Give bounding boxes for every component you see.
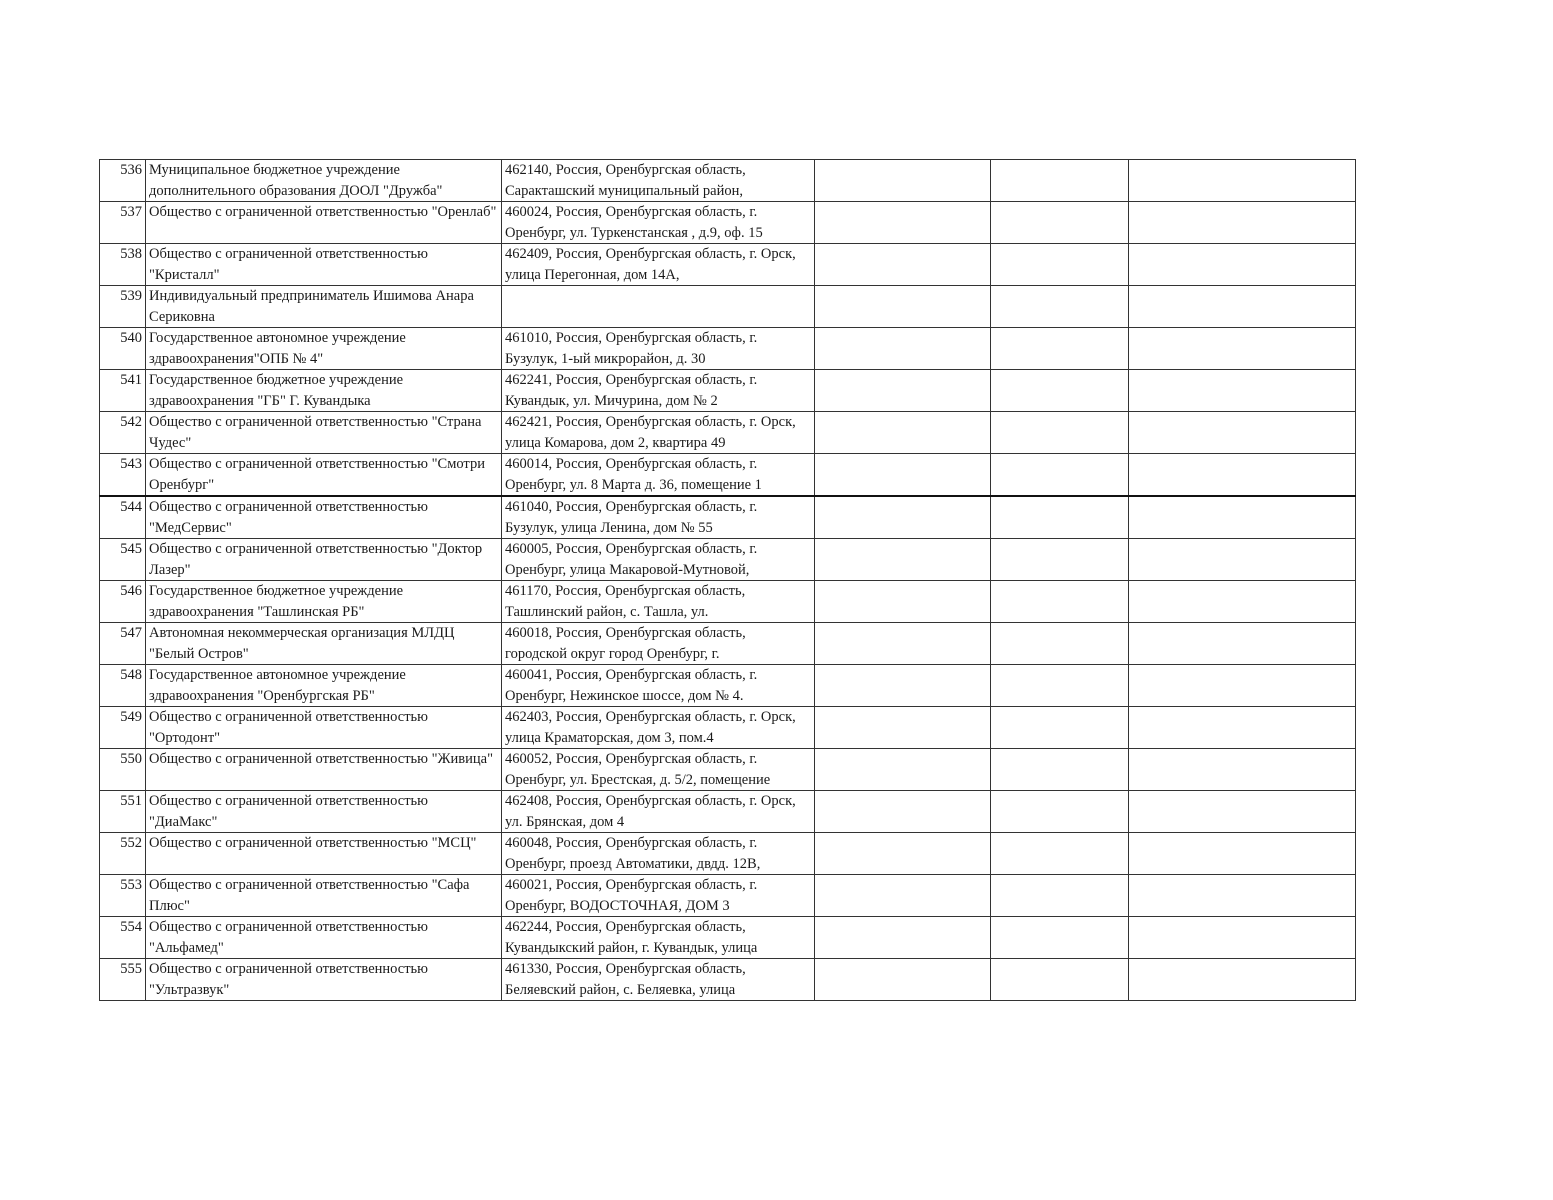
empty-cell-col4: [815, 665, 991, 707]
address-cell: [502, 202, 815, 244]
row-number-cell: [100, 707, 146, 749]
empty-cell-col6: [1129, 539, 1356, 581]
empty-cell-col5: [991, 328, 1129, 370]
empty-cell-col6: [1129, 749, 1356, 791]
organization-name-cell: [146, 286, 502, 328]
empty-cell-col5: [991, 791, 1129, 833]
row-number: 552: [120, 835, 142, 851]
empty-cell-col5: [991, 160, 1129, 202]
address-cell: [502, 454, 815, 497]
row-number-cell: [100, 496, 146, 539]
row-number: 537: [120, 204, 142, 220]
table-row: [100, 370, 1356, 412]
row-number: 544: [120, 499, 142, 515]
row-number: 539: [120, 288, 142, 304]
table-row: [100, 665, 1356, 707]
organization-name: Государственное бюджетное учреждение здравоохранения "ГБ" Г. Кувандыка: [149, 372, 404, 409]
organization-name-cell: [146, 623, 502, 665]
empty-cell-col6: [1129, 791, 1356, 833]
organization-name: Общество с ограниченной ответственностью "МСЦ": [149, 835, 477, 851]
address-cell: [502, 244, 815, 286]
table-row: [100, 581, 1356, 623]
empty-cell-col5: [991, 833, 1129, 875]
empty-cell-col6: [1129, 707, 1356, 749]
table-row: [100, 286, 1356, 328]
address: 461170, Россия, Оренбургская область, Ташлинский район, с. Ташла, ул.: [505, 583, 746, 620]
table-row: [100, 833, 1356, 875]
row-number-cell: [100, 581, 146, 623]
empty-cell-col6: [1129, 370, 1356, 412]
address-cell: [502, 959, 815, 1001]
row-number-cell: [100, 539, 146, 581]
address-cell: [502, 539, 815, 581]
empty-cell-col6: [1129, 623, 1356, 665]
address: 462408, Россия, Оренбургская область, г. Орск, ул. Брянская, дом 4: [505, 793, 796, 830]
table-row: [100, 328, 1356, 370]
empty-cell-col6: [1129, 665, 1356, 707]
organization-name-cell: [146, 412, 502, 454]
organization-name: Муниципальное бюджетное учреждение дополнительного образования ДООЛ "Дружба": [149, 162, 443, 199]
organization-name: Общество с ограниченной ответственностью "МедСервис": [149, 499, 428, 536]
empty-cell-col6: [1129, 202, 1356, 244]
address-cell: [502, 875, 815, 917]
row-number-cell: [100, 917, 146, 959]
row-number-cell: [100, 875, 146, 917]
organization-name: Государственное автономное учреждение здравоохранения "Оренбургская РБ": [149, 667, 406, 704]
organization-name-cell: [146, 202, 502, 244]
empty-cell-col6: [1129, 412, 1356, 454]
empty-cell-col5: [991, 244, 1129, 286]
organization-name: Общество с ограниченной ответственностью "Кристалл": [149, 246, 428, 283]
table-row: [100, 496, 1356, 539]
organization-name-cell: [146, 244, 502, 286]
empty-cell-col4: [815, 454, 991, 497]
empty-cell-col6: [1129, 160, 1356, 202]
organization-name-cell: [146, 496, 502, 539]
empty-cell-col5: [991, 539, 1129, 581]
empty-cell-col6: [1129, 959, 1356, 1001]
address: 460041, Россия, Оренбургская область, г. Оренбург, Нежинское шоссе, дом № 4.: [505, 667, 758, 704]
organization-name: Общество с ограниченной ответственностью "Ультразвук": [149, 961, 428, 998]
empty-cell-col4: [815, 328, 991, 370]
organization-name-cell: [146, 917, 502, 959]
row-number-cell: [100, 454, 146, 497]
organization-name: Общество с ограниченной ответственностью "Ортодонт": [149, 709, 428, 746]
row-number-cell: [100, 412, 146, 454]
empty-cell-col4: [815, 539, 991, 581]
empty-cell-col6: [1129, 496, 1356, 539]
empty-cell-col6: [1129, 328, 1356, 370]
address: 460018, Россия, Оренбургская область, городской округ город Оренбург, г.: [505, 625, 746, 662]
empty-cell-col5: [991, 286, 1129, 328]
address-cell: [502, 623, 815, 665]
organization-name: Государственное бюджетное учреждение здравоохранения "Ташлинская РБ": [149, 583, 404, 620]
empty-cell-col5: [991, 665, 1129, 707]
address-cell: [502, 665, 815, 707]
organization-name: Автономная некоммерческая организация МЛДЦ "Белый Остров": [149, 625, 455, 662]
address-cell: [502, 707, 815, 749]
organization-name-cell: [146, 707, 502, 749]
organization-name: Общество с ограниченной ответственностью "Альфамед": [149, 919, 428, 956]
row-number-cell: [100, 959, 146, 1001]
row-number-cell: [100, 665, 146, 707]
organization-name-cell: [146, 791, 502, 833]
organization-name: Общество с ограниченной ответственностью "Сафа Плюс": [149, 877, 470, 914]
empty-cell-col6: [1129, 833, 1356, 875]
address-cell: [502, 370, 815, 412]
empty-cell-col5: [991, 412, 1129, 454]
row-number: 551: [120, 793, 142, 809]
row-number: 545: [120, 541, 142, 557]
table-row: [100, 623, 1356, 665]
address-cell: [502, 286, 815, 328]
empty-cell-col4: [815, 581, 991, 623]
empty-cell-col4: [815, 244, 991, 286]
table-row: [100, 791, 1356, 833]
address: 462241, Россия, Оренбургская область, г. Кувандык, ул. Мичурина, дом № 2: [505, 372, 758, 409]
address-cell: [502, 749, 815, 791]
row-number-cell: [100, 833, 146, 875]
row-number: 553: [120, 877, 142, 893]
table-row: [100, 244, 1356, 286]
table-row: [100, 202, 1356, 244]
address-cell: [502, 412, 815, 454]
row-number-cell: [100, 160, 146, 202]
address-cell: [502, 833, 815, 875]
organization-name-cell: [146, 749, 502, 791]
table-row: [100, 875, 1356, 917]
empty-cell-col4: [815, 917, 991, 959]
organization-name-cell: [146, 875, 502, 917]
empty-cell-col6: [1129, 244, 1356, 286]
address: 462140, Россия, Оренбургская область, Саракташский муниципальный район,: [505, 162, 746, 199]
registry-table-container: [99, 159, 1355, 1001]
organization-name-cell: [146, 665, 502, 707]
row-number: 538: [120, 246, 142, 262]
address-cell: [502, 160, 815, 202]
registry-table-body: [100, 160, 1356, 1001]
empty-cell-col5: [991, 917, 1129, 959]
empty-cell-col4: [815, 833, 991, 875]
empty-cell-col5: [991, 454, 1129, 497]
empty-cell-col4: [815, 707, 991, 749]
empty-cell-col4: [815, 412, 991, 454]
table-row: [100, 749, 1356, 791]
address-cell: [502, 328, 815, 370]
address: 462244, Россия, Оренбургская область, Кувандыкский район, г. Кувандык, улица: [505, 919, 758, 956]
row-number-cell: [100, 623, 146, 665]
organization-name-cell: [146, 833, 502, 875]
organization-name: Государственное автономное учреждение здравоохранения"ОПБ № 4": [149, 330, 406, 367]
row-number-cell: [100, 749, 146, 791]
row-number: 536: [120, 162, 142, 178]
empty-cell-col4: [815, 623, 991, 665]
row-number: 548: [120, 667, 142, 683]
address: 460052, Россия, Оренбургская область, г. Оренбург, ул. Брестская, д. 5/2, помещение: [505, 751, 771, 788]
row-number-cell: [100, 286, 146, 328]
empty-cell-col4: [815, 370, 991, 412]
organization-name-cell: [146, 581, 502, 623]
organization-name: Общество с ограниченной ответственностью "Страна Чудес": [149, 414, 482, 451]
empty-cell-col6: [1129, 875, 1356, 917]
address: 460048, Россия, Оренбургская область, г. Оренбург, проезд Автоматики, двдд. 12В,: [505, 835, 761, 872]
empty-cell-col6: [1129, 454, 1356, 497]
empty-cell-col5: [991, 749, 1129, 791]
row-number-cell: [100, 244, 146, 286]
row-number: 554: [120, 919, 142, 935]
table-row: [100, 707, 1356, 749]
row-number: 547: [120, 625, 142, 641]
empty-cell-col5: [991, 202, 1129, 244]
row-number: 555: [120, 961, 142, 977]
empty-cell-col5: [991, 959, 1129, 1001]
table-row: [100, 454, 1356, 497]
empty-cell-col5: [991, 623, 1129, 665]
empty-cell-col5: [991, 496, 1129, 539]
address: 460014, Россия, Оренбургская область, г. Оренбург, ул. 8 Марта д. 36, помещение 1: [505, 456, 762, 493]
empty-cell-col4: [815, 959, 991, 1001]
row-number: 541: [120, 372, 142, 388]
address: [505, 286, 811, 327]
organization-name: Общество с ограниченной ответственностью "Смотри Оренбург": [149, 456, 485, 493]
table-row: [100, 412, 1356, 454]
address: 462403, Россия, Оренбургская область, г. Орск, улица Краматорская, дом 3, пом.4: [505, 709, 796, 746]
address: 460021, Россия, Оренбургская область, г. Оренбург, ВОДОСТОЧНАЯ, ДОМ 3: [505, 877, 758, 914]
organization-name-cell: [146, 370, 502, 412]
address: 461040, Россия, Оренбургская область, г. Бузулук, улица Ленина, дом № 55: [505, 499, 758, 536]
empty-cell-col6: [1129, 917, 1356, 959]
address: 462409, Россия, Оренбургская область, г. Орск, улица Перегонная, дом 14А,: [505, 246, 796, 283]
row-number: 549: [120, 709, 142, 725]
empty-cell-col4: [815, 875, 991, 917]
organization-name: Общество с ограниченной ответственностью "ДиаМакс": [149, 793, 428, 830]
address: 460024, Россия, Оренбургская область, г. Оренбург, ул. Туркенстанская , д.9, оф. 15: [505, 204, 763, 241]
empty-cell-col4: [815, 496, 991, 539]
table-row: [100, 917, 1356, 959]
organization-name: Общество с ограниченной ответственностью "Оренлаб": [149, 204, 497, 220]
row-number: 542: [120, 414, 142, 430]
address-cell: [502, 917, 815, 959]
address: 460005, Россия, Оренбургская область, г. Оренбург, улица Макаровой-Мутновой,: [505, 541, 758, 578]
address-cell: [502, 496, 815, 539]
empty-cell-col4: [815, 749, 991, 791]
table-row: [100, 539, 1356, 581]
empty-cell-col5: [991, 370, 1129, 412]
row-number: 546: [120, 583, 142, 599]
organization-name-cell: [146, 454, 502, 497]
empty-cell-col6: [1129, 581, 1356, 623]
address: 461010, Россия, Оренбургская область, г. Бузулук, 1-ый микрорайон, д. 30: [505, 330, 758, 367]
organization-name-cell: [146, 539, 502, 581]
table-row: [100, 160, 1356, 202]
address: 462421, Россия, Оренбургская область, г. Орск, улица Комарова, дом 2, квартира 49: [505, 414, 796, 451]
organization-name-cell: [146, 959, 502, 1001]
table-row: [100, 959, 1356, 1001]
row-number-cell: [100, 328, 146, 370]
row-number: 540: [120, 330, 142, 346]
empty-cell-col4: [815, 791, 991, 833]
empty-cell-col4: [815, 286, 991, 328]
address-cell: [502, 791, 815, 833]
empty-cell-col4: [815, 202, 991, 244]
row-number-cell: [100, 791, 146, 833]
row-number-cell: [100, 370, 146, 412]
empty-cell-col4: [815, 160, 991, 202]
address: 461330, Россия, Оренбургская область, Беляевский район, с. Беляевка, улица: [505, 961, 746, 998]
organization-name-cell: [146, 328, 502, 370]
empty-cell-col5: [991, 707, 1129, 749]
address-cell: [502, 581, 815, 623]
organization-name-cell: [146, 160, 502, 202]
empty-cell-col5: [991, 875, 1129, 917]
row-number: 543: [120, 456, 142, 472]
organization-name: Общество с ограниченной ответственностью "Доктор Лазер": [149, 541, 483, 578]
organization-name: Индивидуальный предприниматель Ишимова Анара Сериковна: [149, 288, 474, 325]
registry-table: [99, 159, 1356, 1001]
empty-cell-col5: [991, 581, 1129, 623]
organization-name: Общество с ограниченной ответственностью "Живица": [149, 751, 493, 767]
row-number: 550: [120, 751, 142, 767]
empty-cell-col6: [1129, 286, 1356, 328]
row-number-cell: [100, 202, 146, 244]
